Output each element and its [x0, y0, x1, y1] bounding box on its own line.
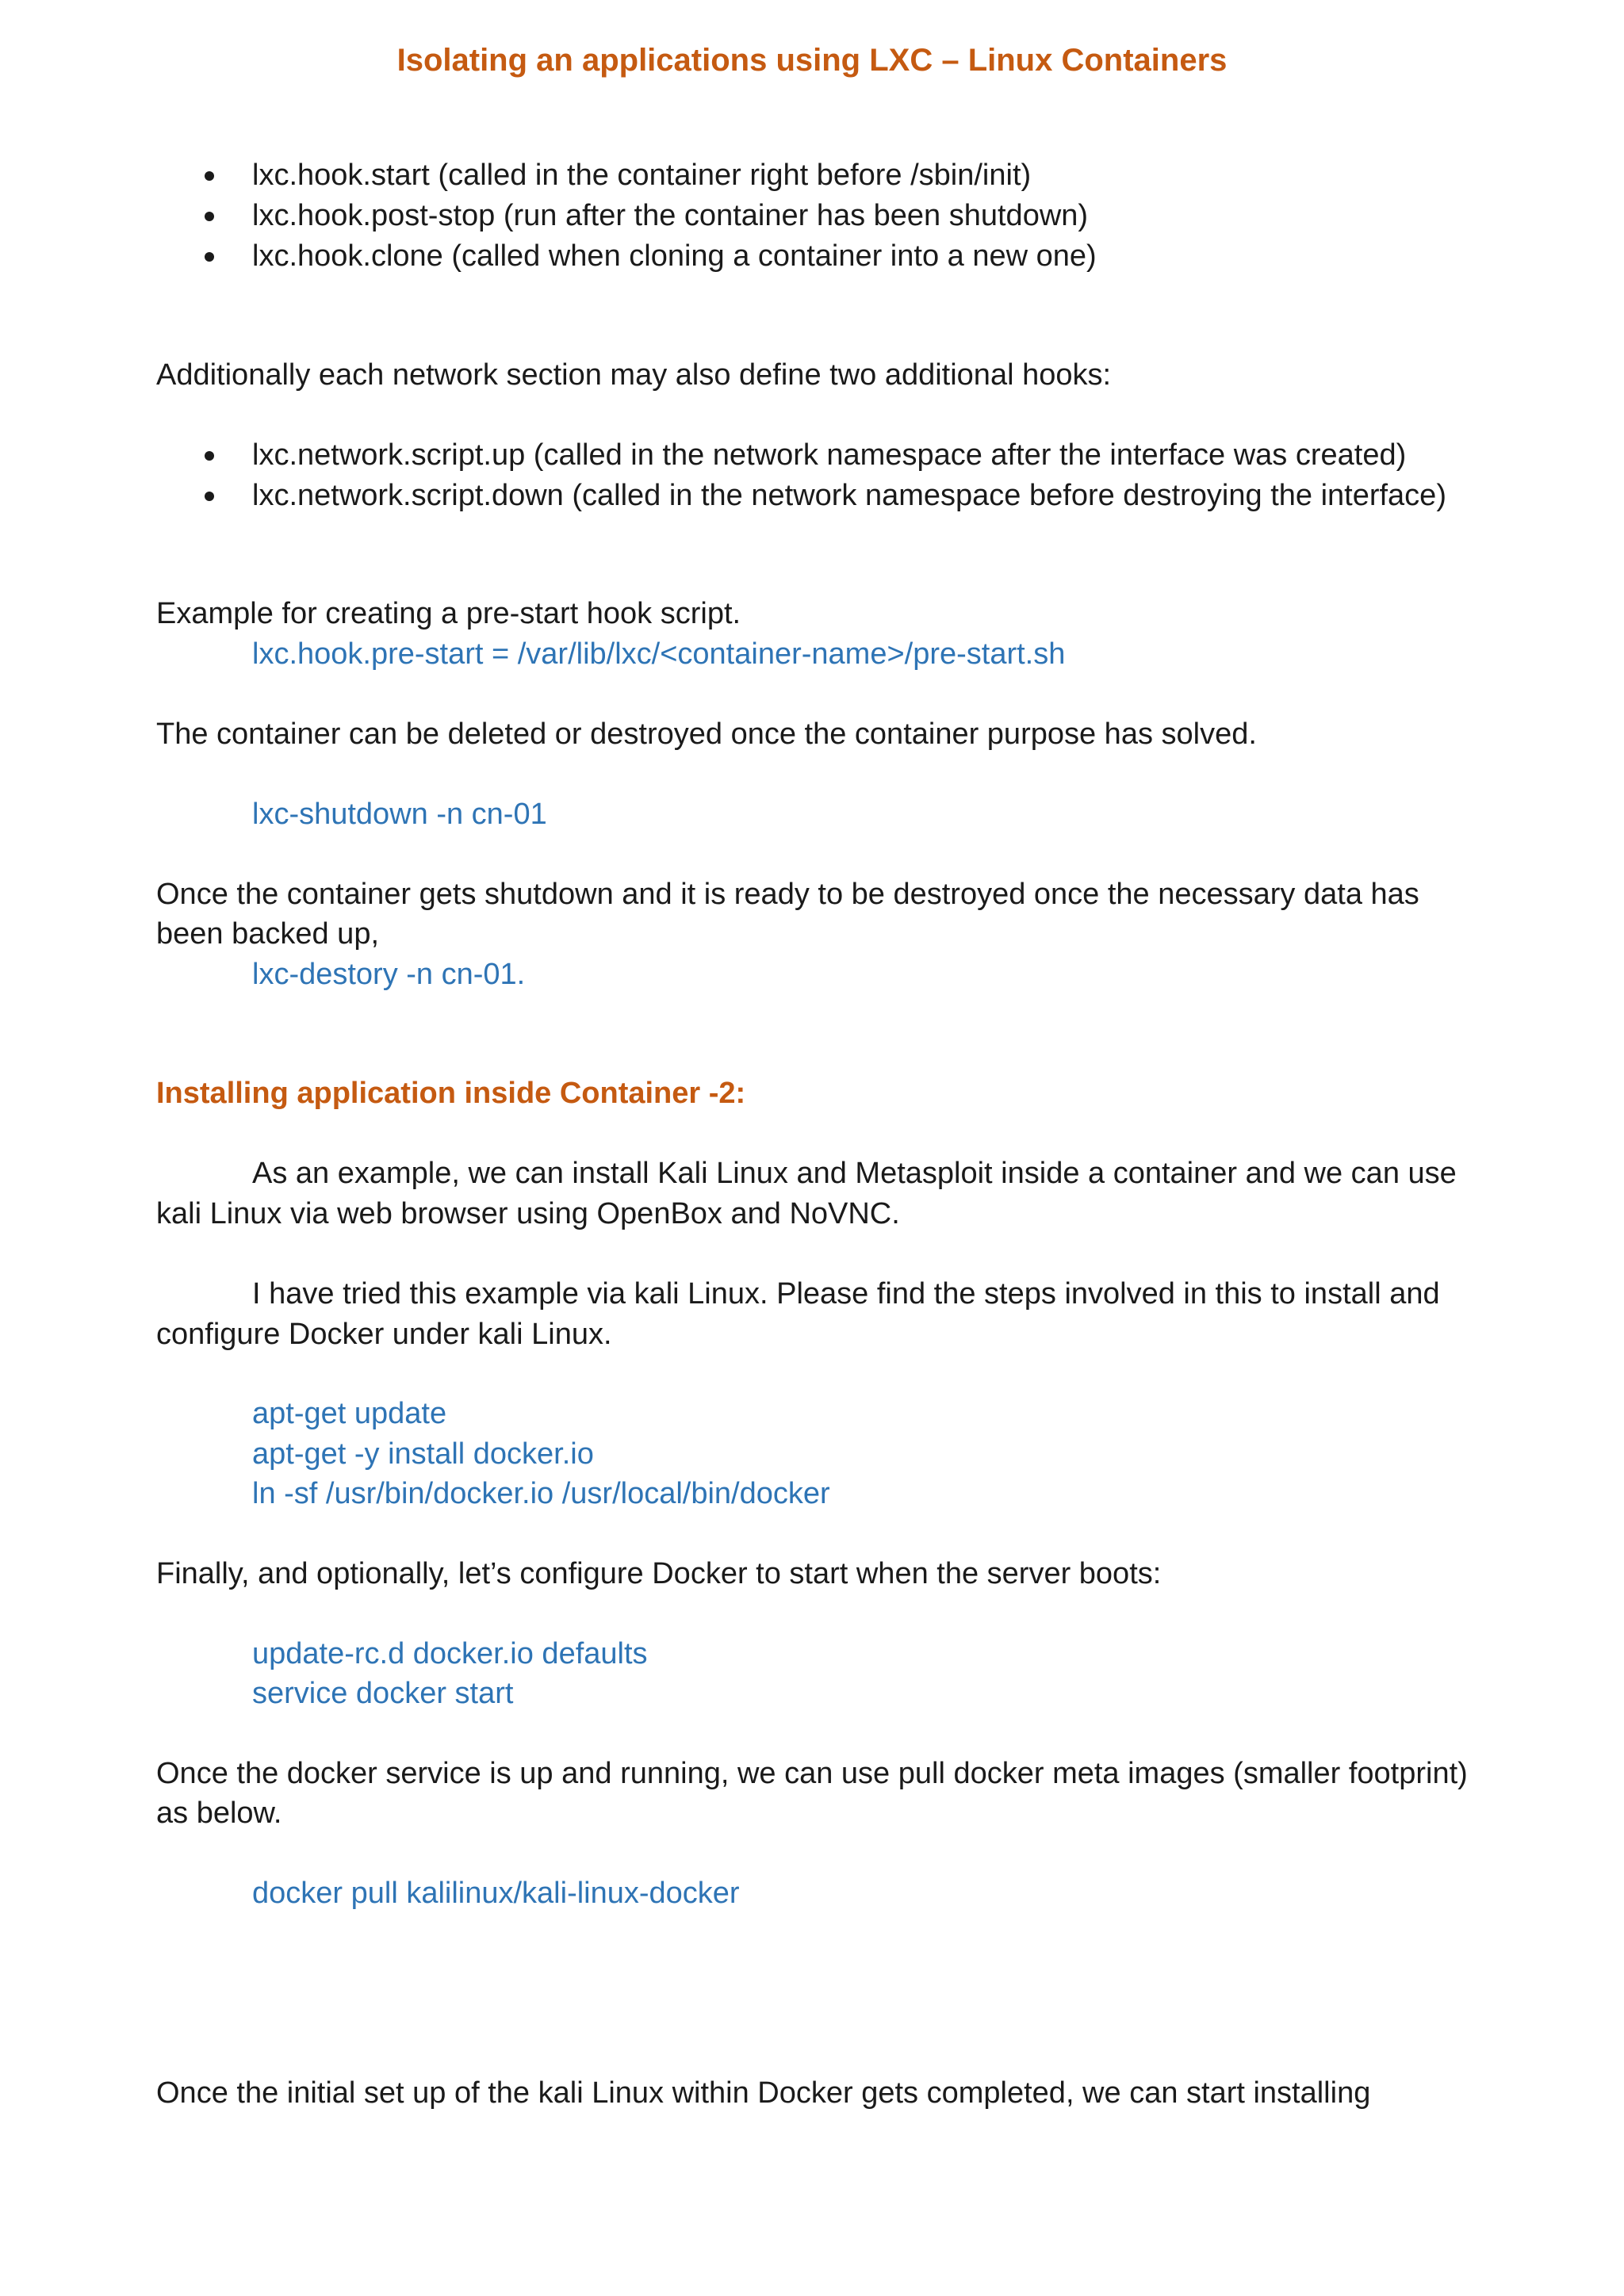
list-item: lxc.hook.clone (called when cloning a container into a new one) — [252, 239, 1097, 273]
list-item: lxc.hook.post-stop (run after the container has been shutdown) — [252, 199, 1089, 232]
page-title: Isolating an applications using LXC – Linux Containers — [396, 43, 1228, 78]
bullet-icon — [205, 492, 214, 501]
para2-line-1: I have tried this example via kali Linux. Please find the steps involved in this to install and — [252, 1277, 1440, 1311]
install-code-line: apt-get update — [252, 1397, 447, 1430]
para1-line-2: kali Linux via web browser using OpenBox and NoVNC. — [156, 1197, 900, 1230]
section-heading: Installing application inside Container -2: — [156, 1077, 746, 1110]
pull-text-line-2: as below. — [156, 1797, 282, 1830]
install-code-line: apt-get -y install docker.io — [252, 1437, 594, 1471]
network-intro: Additionally each network section may also define two additional hooks: — [156, 358, 1112, 392]
para1-line-1: As an example, we can install Kali Linux and Metasploit inside a container and we can use — [252, 1157, 1457, 1190]
boot-text: Finally, and optionally, let’s configure Docker to start when the server boots: — [156, 1557, 1162, 1590]
bullet-icon — [205, 212, 214, 221]
final-text: Once the initial set up of the kali Linux within Docker gets completed, we can start installing — [156, 2076, 1371, 2110]
shutdown-code: lxc-shutdown -n cn-01 — [252, 798, 547, 831]
pull-code: docker pull kalilinux/kali-linux-docker — [252, 1877, 740, 1910]
bullet-icon — [205, 171, 214, 181]
delete-text: The container can be deleted or destroyed once the container purpose has solved. — [156, 718, 1257, 751]
boot-code-line: service docker start — [252, 1677, 514, 1710]
install-code-line: ln -sf /usr/bin/docker.io /usr/local/bin/docker — [252, 1477, 830, 1510]
list-item: lxc.network.script.down (called in the network namespace before destroying the interface) — [252, 479, 1446, 512]
prestart-code: lxc.hook.pre-start = /var/lib/lxc/<container-name>/pre-start.sh — [252, 637, 1066, 671]
para2-line-2: configure Docker under kali Linux. — [156, 1318, 612, 1351]
destroy-text-line-2: been backed up, — [156, 917, 380, 951]
bullet-icon — [205, 451, 214, 461]
boot-code-line: update-rc.d docker.io defaults — [252, 1637, 648, 1670]
destroy-text-line-1: Once the container gets shutdown and it is ready to be destroyed once the necessary data has — [156, 878, 1419, 911]
prestart-intro: Example for creating a pre-start hook script. — [156, 597, 741, 630]
pull-text-line-1: Once the docker service is up and running, we can use pull docker meta images (smaller footprint) — [156, 1757, 1468, 1790]
list-item: lxc.network.script.up (called in the network namespace after the interface was created) — [252, 438, 1407, 472]
list-item: lxc.hook.start (called in the container right before /sbin/init) — [252, 159, 1032, 192]
destroy-code: lxc-destory -n cn-01. — [252, 958, 526, 991]
bullet-icon — [205, 252, 214, 262]
